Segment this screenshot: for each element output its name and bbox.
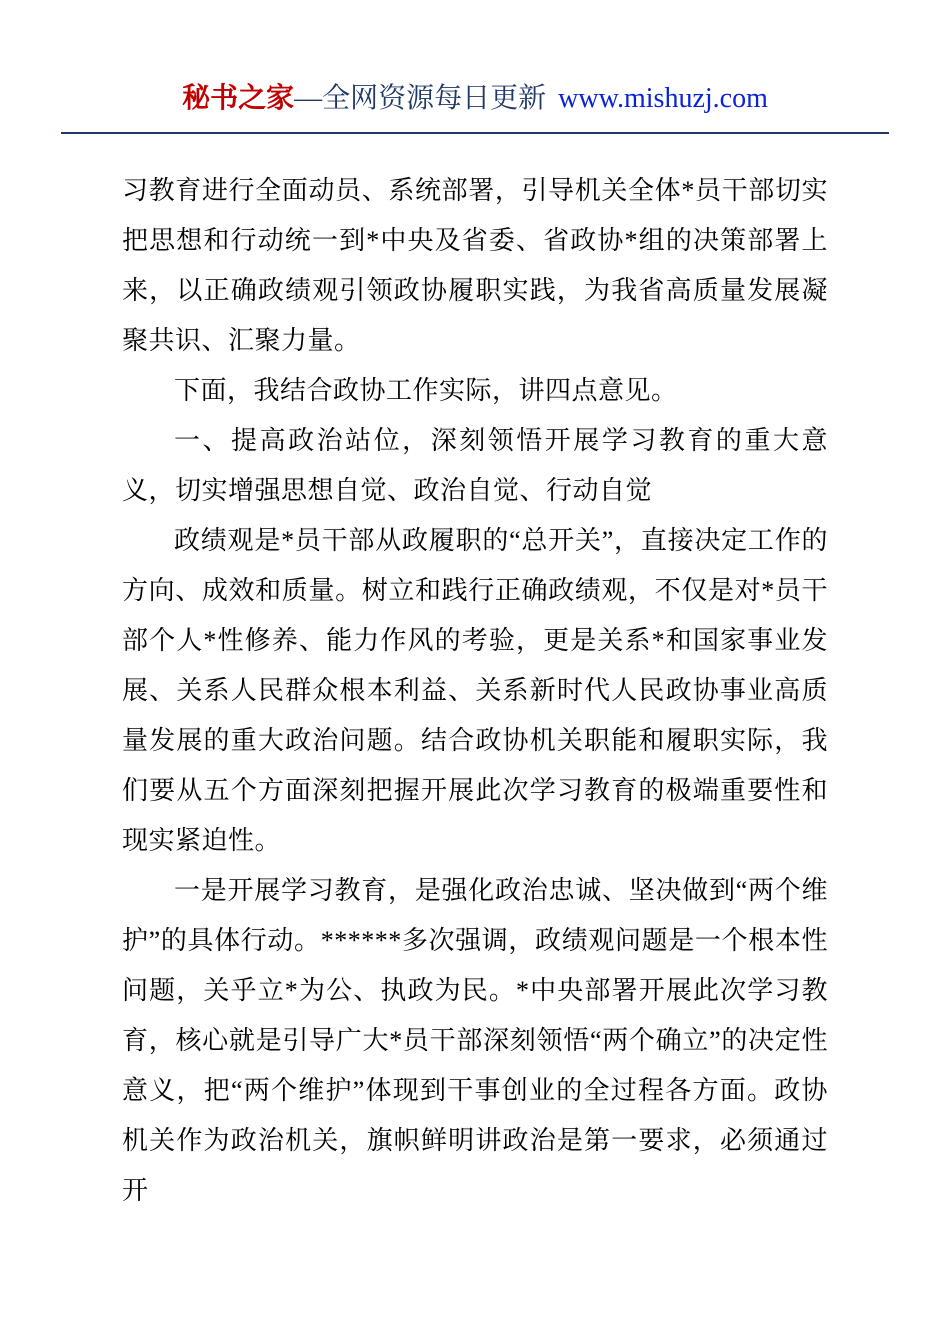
header-divider xyxy=(61,132,889,134)
site-header xyxy=(0,0,950,116)
site-brand: 秘书之家 xyxy=(182,83,295,114)
paragraph-intro: 下面，我结合政协工作实际，讲四点意见。 xyxy=(174,376,678,405)
site-url-link[interactable]: www.mishuzj.com xyxy=(558,83,768,114)
site-tagline: —全网资源每日更新 xyxy=(294,83,547,114)
paragraph-body-2: 一是开展学习教育，是强化政治忠诚、坚决做到“两个维护”的具体行动。******多次强调，政绩观问题是一个根本性问题，关乎立*为公、执政为民。*中央部署开展此次学习教育，核心就是引导广大*员干部深刻领悟“两个确立”的决定性意义，把“两个维护”体现到干事创业的全过程各方面。政协机关作为政治机关，旗帜鲜明讲政治是第一要求，必须通过开 xyxy=(122,876,828,1205)
section-heading-1: 一、提高政治站位，深刻领悟开展学习教育的重大意义，切实增强思想自觉、政治自觉、行动自觉 xyxy=(122,426,828,505)
paragraph-body-1: 政绩观是*员干部从政履职的“总开关”，直接决定工作的方向、成效和质量。树立和践行正确政绩观，不仅是对*员干部个人*性修养、能力作风的考验，更是关系*和国家事业发展、关系人民群众根本利益、关系新时代人民政协事业高质量发展的重大政治问题。结合政协机关职能和履职实际，我们要从五个方面深刻把握开展此次学习教育的极端重要性和现实紧迫性。 xyxy=(122,526,828,855)
paragraph-continuation: 习教育进行全面动员、系统部署，引导机关全体*员干部切实把思想和行动统一到*中央及省委、省政协*组的决策部署上来，以正确政绩观引领政协履职实践，为我省高质量发展凝聚共识、汇聚力量。 xyxy=(122,176,828,355)
document-body xyxy=(0,166,950,1216)
